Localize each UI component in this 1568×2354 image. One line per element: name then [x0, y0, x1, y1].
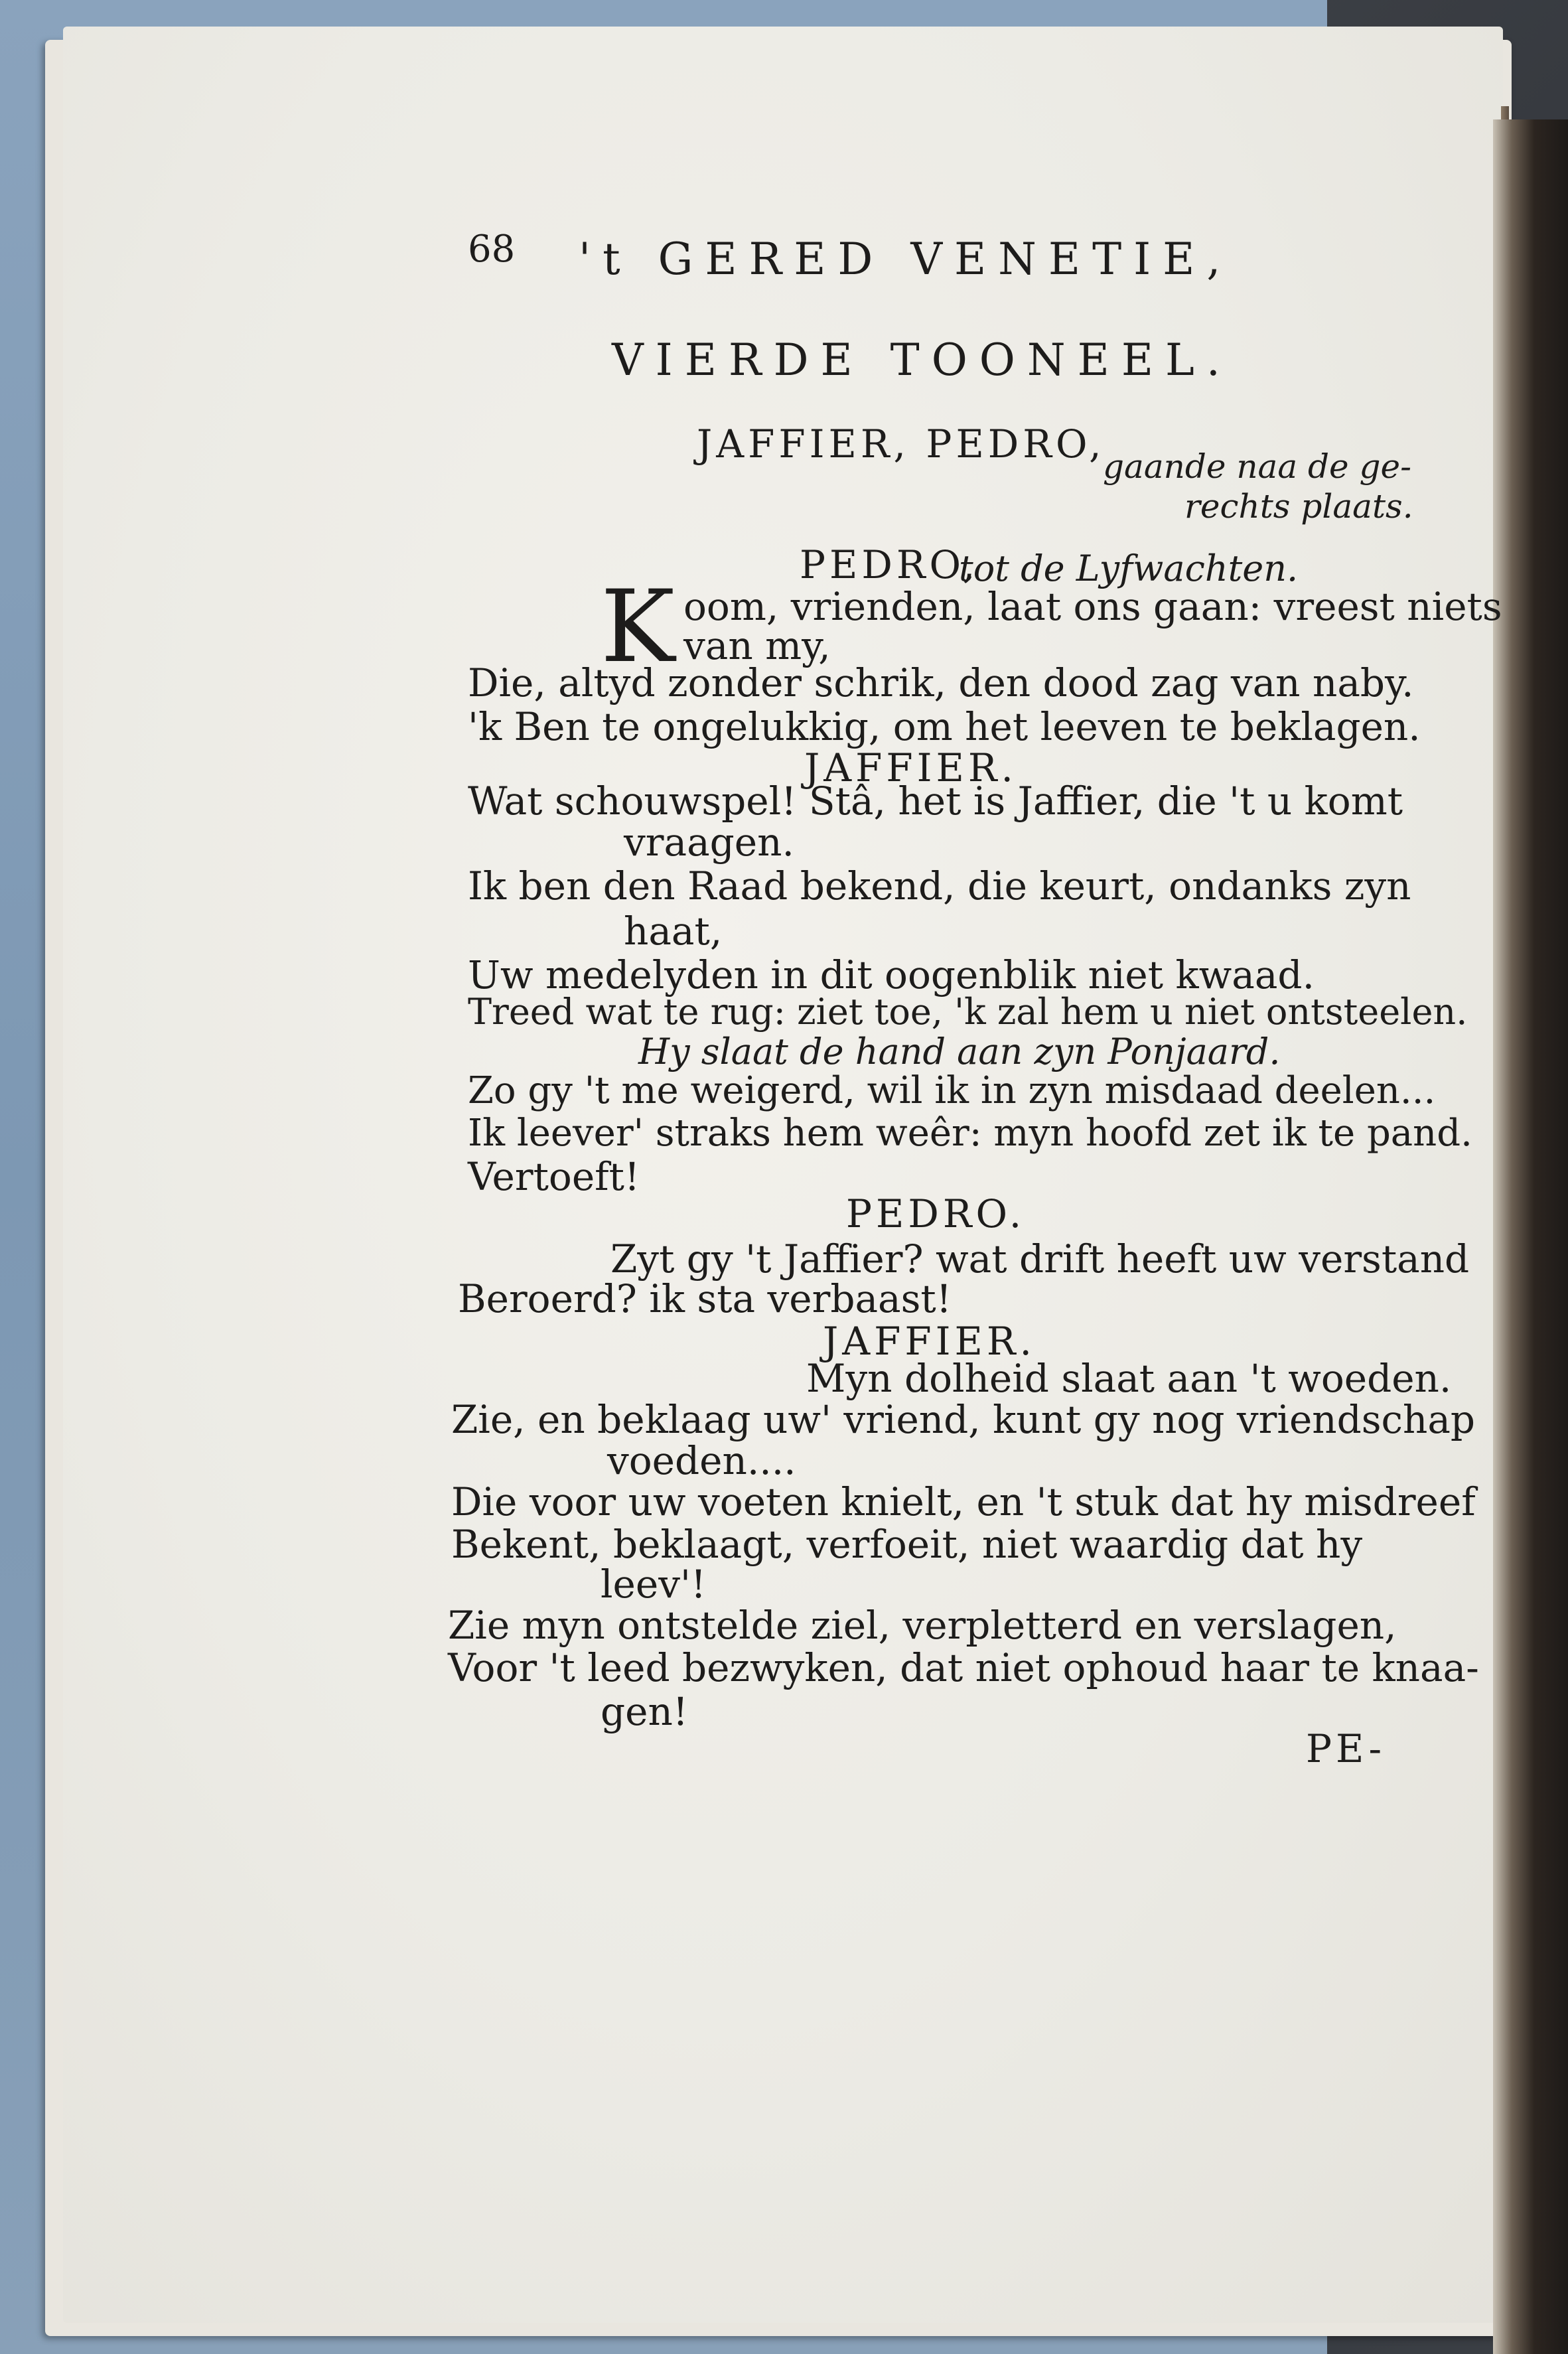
- verse-line: Voor 't leed bezwyken, dat niet ophoud haar te knaa-: [448, 1645, 1479, 1690]
- verse-line: Uw medelyden in dit oogenblik niet kwaad.: [468, 952, 1315, 997]
- stage-direction-line-1: gaande naa de ge-: [1103, 447, 1412, 486]
- verse-line: Ik leever' straks hem weêr: myn hoofd zet ik te pand.: [468, 1112, 1472, 1155]
- catchword: PE-: [1306, 1726, 1386, 1771]
- verse-line: Ik ben den Raad bekend, die keurt, ondanks zyn: [468, 863, 1411, 909]
- stage-direction-inline: Hy slaat de hand aan zyn Ponjaard.: [638, 1031, 1281, 1072]
- verse-line: Myn dolheid slaat aan 't woeden.: [806, 1356, 1452, 1401]
- speaker-name: PEDRO,: [800, 542, 979, 587]
- verse-line: gen!: [601, 1689, 689, 1734]
- drop-cap: K: [601, 569, 676, 685]
- verse-line: oom, vrienden, laat ons gaan: vreest niets: [683, 584, 1502, 629]
- verse-line: 'k Ben te ongelukkig, om het leeven te beklagen.: [468, 704, 1421, 749]
- verse-line: leev'!: [601, 1562, 707, 1607]
- verse-line: Vertoeft!: [468, 1154, 640, 1199]
- verse-line: Bekent, beklaagt, verfoeit, niet waardig dat hy: [451, 1522, 1363, 1567]
- verse-line: Die, altyd zonder schrik, den dood zag van naby.: [468, 660, 1414, 705]
- speaker-name: JAFFIER.: [804, 745, 1017, 790]
- verse-line: Wat schouwspel! Stâ, het is Jaffier, die 't u komt: [468, 778, 1403, 824]
- verse-line: haat,: [624, 909, 723, 954]
- verse-line: voeden....: [607, 1438, 796, 1483]
- verse-line: van my,: [683, 623, 831, 668]
- stage-direction-characters: JAFFIER, PEDRO,: [697, 421, 1105, 467]
- speaker-name: JAFFIER.: [823, 1319, 1036, 1364]
- running-title: 't GERED VENETIE,: [579, 234, 1233, 285]
- verse-line: Treed wat te rug: ziet toe, 'k zal hem u niet ontsteelen.: [468, 991, 1468, 1033]
- scene-title: VIERDE TOONEEL.: [612, 334, 1232, 386]
- book-gutter: [1493, 119, 1568, 2354]
- verse-line: Beroerd? ik sta verbaast!: [458, 1276, 952, 1321]
- verse-line: vraagen.: [624, 820, 794, 865]
- speaker-name: PEDRO.: [846, 1191, 1026, 1236]
- verse-line: Die voor uw voeten knielt, en 't stuk dat hy misdreef: [451, 1479, 1476, 1524]
- page-number: 68: [468, 228, 516, 271]
- stage-direction-line-2: rechts plaats.: [1184, 487, 1413, 526]
- verse-line: Zo gy 't me weigerd, wil ik in zyn misdaad deelen...: [468, 1069, 1436, 1112]
- verse-line: Zyt gy 't Jaffier? wat drift heeft uw verstand: [610, 1236, 1470, 1282]
- speaker-direction: tot de Lyfwachten.: [959, 548, 1299, 589]
- verse-line: Zie, en beklaag uw' vriend, kunt gy nog vriendschap: [451, 1397, 1476, 1442]
- verse-line: Zie myn ontstelde ziel, verpletterd en verslagen,: [448, 1603, 1397, 1648]
